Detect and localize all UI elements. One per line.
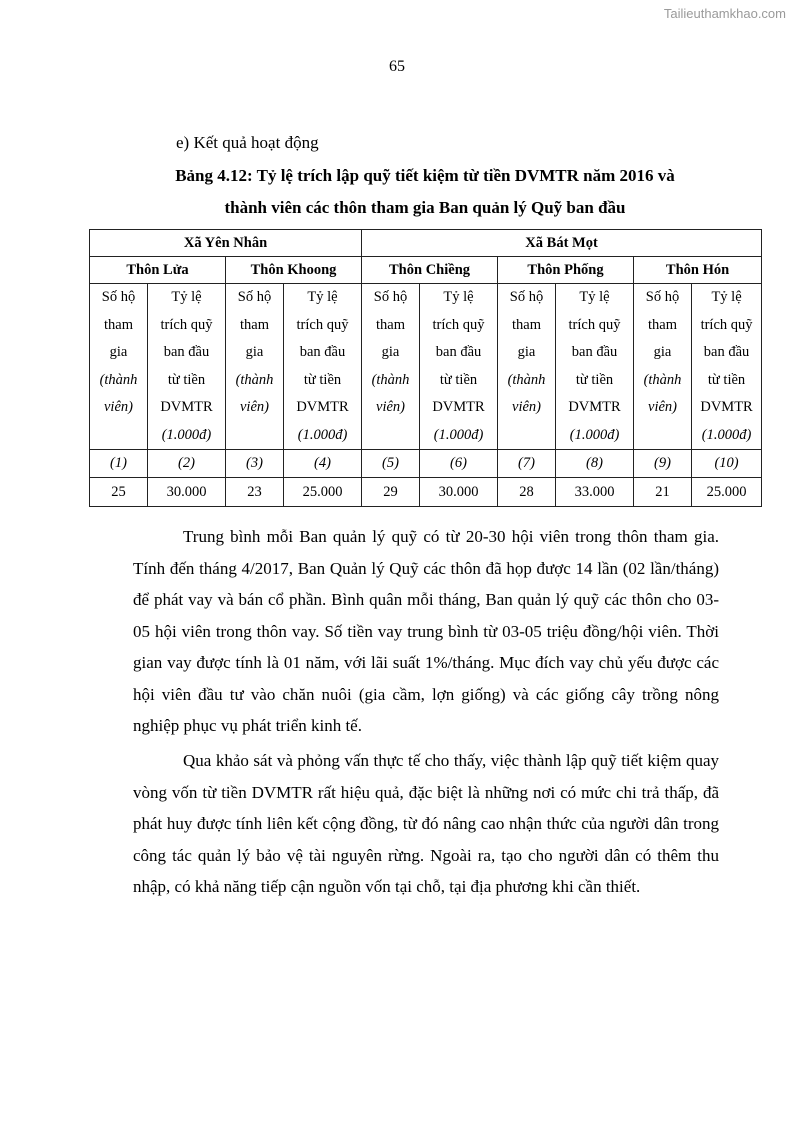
village-header-hon: Thôn Hón — [634, 257, 762, 284]
header-households-cell — [226, 284, 284, 450]
value-cell: 30.000 — [420, 478, 498, 507]
header-households-cell — [634, 284, 692, 450]
column-index-cell: (3) — [226, 450, 284, 478]
header-households-line: (thành — [643, 371, 682, 388]
header-fund-rate-line: DVMTR — [568, 399, 621, 415]
header-households-line: tham — [376, 316, 406, 333]
village-header-phong: Thôn Phống — [498, 257, 634, 284]
header-households-line: gia — [517, 344, 536, 360]
header-fund-rate-line: (1.000đ) — [297, 426, 348, 443]
header-fund-rate-line: trích quỹ — [432, 316, 485, 333]
village-header-lua: Thôn Lửa — [90, 257, 226, 284]
column-index-cell: (9) — [634, 450, 692, 478]
header-fund-rate-line: (1.000đ) — [569, 426, 620, 443]
column-index-cell: (6) — [420, 450, 498, 478]
header-households-line: tham — [512, 316, 542, 333]
column-index-cell: (7) — [498, 450, 556, 478]
header-fund-rate-line: trích quỹ — [700, 316, 753, 333]
header-households-cell — [90, 284, 148, 450]
header-fund-rate-line: ban đầu — [299, 344, 346, 360]
header-fund-rate-cell — [420, 284, 498, 450]
column-index-cell: (10) — [692, 450, 762, 478]
paragraph-1: Trung bình mỗi Ban quản lý quỹ có từ 20-30 hội viên trong thôn tham gia. Tính đến tháng 4/2017, Ban Quản lý Quỹ các thôn đã họp được 14 lần (02 lần/tháng) để phát vay và bán cổ phần. Bình quân mỗi tháng, Ban quản lý quỹ các thôn cho 03-05 hội viên trong thôn vay. Số tiền vay trung bình từ 03-05 triệu đồng/hội viên. Thời gian vay được tính là 01 năm, với lãi suất 1%/tháng. Mục đích vay chủ yếu được các hội viên đầu tư vào chăn nuôi (gia cầm, lợn giống) và các giống cây trồng nông nghiệp phục vụ phát triển kinh tế. — [133, 527, 719, 735]
header-fund-rate-line: trích quỹ — [296, 316, 349, 333]
value-cell: 28 — [498, 478, 556, 507]
header-fund-rate-line: DVMTR — [700, 399, 753, 415]
header-households-line: viên) — [648, 399, 677, 415]
table-title-line-2: thành viên các thôn tham gia Ban quản lý Quỹ ban đầu — [224, 198, 626, 217]
value-cell: 23 — [226, 478, 284, 507]
header-households-line: (thành — [99, 371, 138, 388]
header-fund-rate-line: từ tiền — [303, 371, 342, 388]
value-cell: 29 — [362, 478, 420, 507]
header-households-cell — [362, 284, 420, 450]
value-cell: 25.000 — [284, 478, 362, 507]
header-fund-rate-cell — [284, 284, 362, 450]
header-fund-rate-line: từ tiền — [575, 371, 614, 388]
page-number: 65 — [389, 58, 405, 75]
header-households-line: (thành — [371, 371, 410, 388]
header-fund-rate-line: từ tiền — [439, 371, 478, 388]
header-households-cell — [498, 284, 556, 450]
header-fund-rate-line: Tỷ lệ — [579, 289, 610, 305]
header-fund-rate-line: trích quỹ — [160, 316, 213, 333]
paragraph-2: Qua khảo sát và phỏng vấn thực tế cho thấy, việc thành lập quỹ tiết kiệm quay vòng vốn từ tiền DVMTR rất hiệu quả, đặc biệt là những nơi có mức chi trả thấp, đã phát huy được tính liên kết cộng đồng, từ đó nâng cao nhận thức của người dân trong công tác quản lý bảo vệ tài nguyên rừng. Ngoài ra, tạo cho người dân có thêm thu nhập, có khả năng tiếp cận nguồn vốn tại chỗ, tại địa phương khi cần thiết. — [133, 751, 719, 896]
header-fund-rate-line: ban đầu — [571, 344, 618, 360]
table-title-line-1: Bảng 4.12: Tỷ lệ trích lập quỹ tiết kiệm từ tiền DVMTR năm 2016 và — [175, 166, 675, 185]
header-fund-rate-line: từ tiền — [167, 371, 206, 388]
commune-header-yen-nhan: Xã Yên Nhân — [90, 230, 362, 257]
value-cell: 33.000 — [556, 478, 634, 507]
header-fund-rate-line: từ tiền — [707, 371, 746, 388]
header-fund-rate-line: (1.000đ) — [701, 426, 752, 443]
header-fund-rate-line: DVMTR — [432, 399, 485, 415]
value-cell: 25 — [90, 478, 148, 507]
header-households-line: tham — [648, 316, 678, 333]
value-cell: 25.000 — [692, 478, 762, 507]
header-households-line: Số hộ — [101, 289, 136, 305]
column-index-cell: (4) — [284, 450, 362, 478]
section-heading: e) Kết quả hoạt động — [176, 133, 319, 152]
header-households-line: viên) — [512, 399, 541, 415]
column-index-cell: (2) — [148, 450, 226, 478]
header-fund-rate-line: ban đầu — [703, 344, 750, 360]
value-cell: 30.000 — [148, 478, 226, 507]
header-fund-rate-line: Tỷ lệ — [443, 289, 474, 305]
header-households-line: tham — [240, 316, 269, 333]
header-households-line: viên) — [104, 399, 133, 415]
header-fund-rate-line: DVMTR — [296, 399, 349, 415]
column-index-cell: (5) — [362, 450, 420, 478]
header-households-line: Số hộ — [373, 289, 408, 305]
village-header-khoong: Thôn Khoong — [226, 257, 362, 284]
savings-fund-table — [89, 229, 762, 507]
header-households-line: viên) — [240, 399, 269, 415]
village-header-chieng: Thôn Chiềng — [362, 257, 498, 284]
header-fund-rate-cell — [148, 284, 226, 450]
header-fund-rate-line: trích quỹ — [568, 316, 621, 333]
header-households-line: viên) — [376, 399, 405, 415]
header-households-line: (thành — [507, 371, 546, 388]
header-fund-rate-cell — [556, 284, 634, 450]
header-fund-rate-cell — [692, 284, 762, 450]
header-households-line: gia — [381, 344, 400, 360]
column-index-cell: (1) — [90, 450, 148, 478]
header-fund-rate-line: DVMTR — [160, 399, 213, 415]
header-households-line: Số hộ — [237, 289, 272, 305]
column-index-cell: (8) — [556, 450, 634, 478]
header-households-line: Số hộ — [509, 289, 544, 305]
header-fund-rate-line: ban đầu — [435, 344, 482, 360]
header-households-line: tham — [104, 316, 133, 333]
header-fund-rate-line: (1.000đ) — [161, 426, 212, 443]
header-households-line: gia — [653, 344, 672, 360]
header-households-line: gia — [245, 344, 264, 360]
header-households-line: Số hộ — [645, 289, 680, 305]
header-fund-rate-line: Tỷ lệ — [171, 289, 202, 305]
header-fund-rate-line: Tỷ lệ — [307, 289, 338, 305]
header-fund-rate-line: ban đầu — [163, 344, 210, 360]
header-households-line: (thành — [235, 371, 274, 388]
watermark: Tailieuthamkhao.com — [663, 6, 786, 21]
header-fund-rate-line: Tỷ lệ — [711, 289, 742, 305]
header-fund-rate-line: (1.000đ) — [433, 426, 484, 443]
header-households-line: gia — [109, 344, 128, 360]
commune-header-bat-mot: Xã Bát Mọt — [362, 230, 762, 257]
value-cell: 21 — [634, 478, 692, 507]
